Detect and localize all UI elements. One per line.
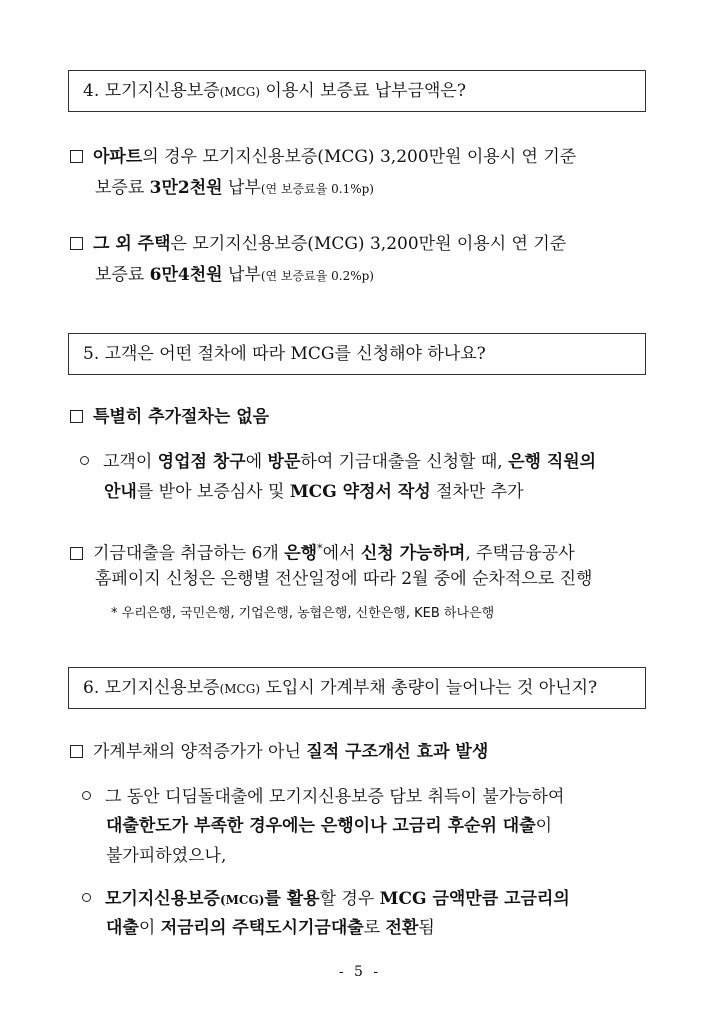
q5-bullet-2: 기금대출을 취급하는 6개 은행*에서 신청 가능하며, 주택금융공사 xyxy=(70,538,575,565)
q5-circle-1: 고객이 영업점 창구에 방문하여 기금대출을 신청할 때, 은행 직원의 xyxy=(80,451,596,473)
q6-title: 6. 모기지신용보증(MCG) 도입시 가계부채 총량이 늘어나는 것 아닌지? xyxy=(83,678,598,698)
q4-bullet-1: 아파트의 경우 모기지신용보증(MCG) 3,200만원 이용시 연 기준 xyxy=(70,146,576,168)
q6-circle-2: 모기지신용보증(MCG)를 활용할 경우 MCG 금액만큼 고금리의 xyxy=(82,888,570,911)
question-5-box xyxy=(68,333,646,375)
question-6-box xyxy=(68,667,646,709)
square-bullet-icon xyxy=(70,745,83,758)
square-bullet-icon xyxy=(70,410,83,423)
circle-bullet-icon xyxy=(82,791,91,800)
q4-bullet-2-cont: 보증료 6만4천원 납부(연 보증료율 0.2%p) xyxy=(95,265,374,285)
circle-bullet-icon xyxy=(82,893,91,902)
question-4-box xyxy=(68,70,646,112)
q5-circle-1-cont: 안내를 받아 보증심사 및 MCG 약정서 작성 절차만 추가 xyxy=(104,482,524,502)
q6-circle-1-cont: 대출한도가 부족한 경우에는 은행이나 고금리 후순위 대출이 xyxy=(106,816,553,836)
bank-list-note: * 우리은행, 국민은행, 기업은행, 농협은행, 신한은행, KEB 하나은행 xyxy=(111,606,495,621)
square-bullet-icon xyxy=(70,150,83,163)
q6-circle-1: 그 동안 디딤돌대출에 모기지신용보증 담보 취득이 불가능하여 xyxy=(82,786,564,808)
q6-circle-1-cont2: 불가피하였으나, xyxy=(106,846,227,866)
square-bullet-icon xyxy=(70,237,83,250)
q4-title: 4. 모기지신용보증(MCG) 이용시 보증료 납부금액은? xyxy=(83,81,466,101)
q4-bullet-1-cont: 보증료 3만2천원 납부(연 보증료율 0.1%p) xyxy=(95,178,374,198)
q5-bullet-2-cont: 홈페이지 신청은 은행별 전산일정에 따라 2월 중에 순차적으로 진행 xyxy=(95,569,593,589)
square-bullet-icon xyxy=(70,547,83,560)
q6-bullet-1: 가계부채의 양적증가가 아닌 질적 구조개선 효과 발생 xyxy=(70,741,488,763)
circle-bullet-icon xyxy=(80,456,89,465)
q5-bullet-1: 특별히 추가절차는 없음 xyxy=(70,406,269,428)
q4-bullet-2: 그 외 주택은 모기지신용보증(MCG) 3,200만원 이용시 연 기준 xyxy=(70,233,566,255)
page-number: - 5 - xyxy=(338,964,382,980)
q5-title: 5. 고객은 어떤 절차에 따라 MCG를 신청해야 하나요? xyxy=(83,344,486,364)
q6-circle-2-cont: 대출이 저금리의 주택도시기금대출로 전환됨 xyxy=(106,918,435,938)
